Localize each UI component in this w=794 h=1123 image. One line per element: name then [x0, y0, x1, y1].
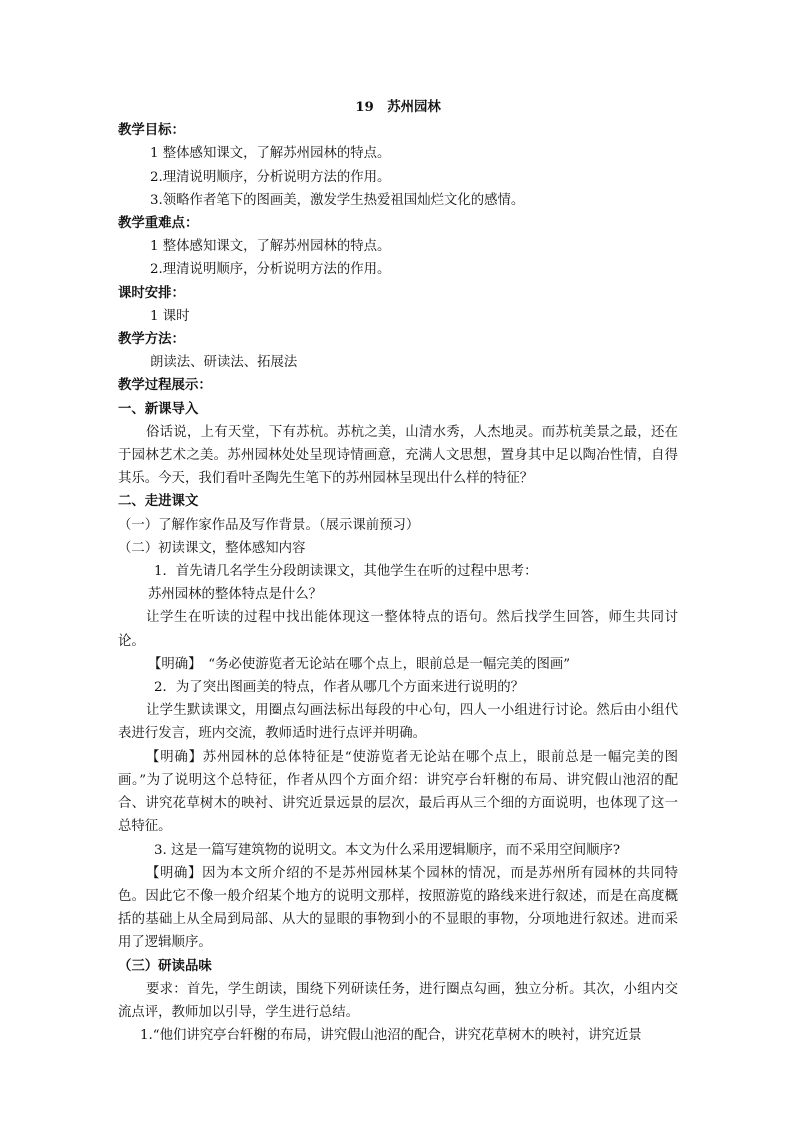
methods-value: 朗读法、研读法、拓展法 — [150, 355, 298, 371]
goals-heading: 教学目标： — [118, 123, 185, 139]
question-2: 2．为了突出图画美的特点，作者从哪几个方面来进行说明的？ — [154, 680, 525, 696]
section2-sub1: （一）了解作家作品及写作背景。（展示课前预习） — [118, 517, 420, 533]
goal-item: 2.理清说明顺序，分析说明方法的作用。 — [150, 169, 391, 185]
question-2-instruction: 让学生默读课文，用圈点勾画法标出每段的中心句，四人一小组进行讨论。然后由小组代表进行发言，班内交流，教师适时进行点评并明确。 — [118, 703, 678, 742]
key-points-heading: 教学重难点： — [118, 216, 199, 232]
methods-heading: 教学方法： — [118, 332, 185, 348]
answer-2: 【明确】苏州园林的总体特征是“使游览者无论站在哪个点上，眼前总是一幅完美的图画。”为了说明这个总特征，作者从四个方面介绍：讲究亭台轩榭的布局、讲究假山池沼的配合、讲究花草树木的映衬、讲究近景远景的层次，最后再从三个细的方面说明，也体现了这一总特征。 — [118, 749, 678, 835]
schedule-heading: 课时安排： — [118, 285, 185, 301]
key-point-item: 2.理清说明顺序，分析说明方法的作用。 — [150, 262, 391, 278]
section3-requirement: 要求：首先，学生朗读，围绕下列研读任务，进行圈点勾画，独立分析。其次，小组内交流点评，教师加以引导，学生进行总结。 — [118, 981, 678, 1020]
document-page — [118, 96, 678, 1047]
section2-heading: 二、走进课文 — [118, 494, 199, 510]
answer-3: 【明确】因为本文所介绍的不是苏州园林某个园林的情况，而是苏州所有园林的共同特色。因此它不像一般介绍某个地方的说明文那样，按照游览的路线来进行叙述，而是在高度概括的基础上从全局到局部、从大的显眼的事物到小的不显眼的事物，分项地进行叙述。进而采用了逻辑顺序。 — [118, 865, 678, 951]
section2-sub2: （二）初读课文，整体感知内容 — [118, 540, 306, 556]
answer-1: 【明确】 “务必使游览者无论站在哪个点上，眼前总是一幅完美的图画” — [148, 656, 571, 672]
section3-heading: （三）研读品味 — [118, 958, 212, 974]
section3-item-1: 1.“他们讲究亭台轩榭的布局，讲究假山池沼的配合，讲究花草树木的映衬，讲究近景 — [140, 1028, 642, 1044]
question-1-detail: 苏州园林的整体特点是什么？ — [148, 587, 323, 603]
schedule-value: 1 课时 — [150, 308, 190, 324]
section1-heading: 一、新课导入 — [118, 401, 199, 417]
section1-paragraph: 俗话说，上有天堂，下有苏杭。苏杭之美，山清水秀，人杰地灵。而苏杭美景之最，还在于园林艺术之美。苏州园林处处呈现诗情画意，充满人文思想，置身其中足以陶冶性情，自得其乐。今天，我们看叶圣陶先生笔下的苏州园林呈现出什么样的特征？ — [118, 424, 678, 487]
page-title: 19 苏州园林 — [355, 99, 441, 115]
key-point-item: 1 整体感知课文，了解苏州园林的特点。 — [150, 239, 391, 255]
question-3: 3. 这是一篇写建筑物的说明文。本文为什么采用逻辑顺序，而不采用空间顺序? — [154, 842, 621, 858]
question-1: 1．首先请几名学生分段朗读课文，其他学生在听的过程中思考： — [154, 564, 538, 580]
goal-item: 3.领略作者笔下的图画美，激发学生热爱祖国灿烂文化的感情。 — [150, 192, 525, 208]
goal-item: 1 整体感知课文，了解苏州园林的特点。 — [150, 146, 391, 162]
question-1-instruction: 让学生在听读的过程中找出能体现这一整体特点的语句。然后找学生回答，师生共同讨论。 — [118, 610, 678, 649]
process-heading: 教学过程展示： — [118, 378, 212, 394]
